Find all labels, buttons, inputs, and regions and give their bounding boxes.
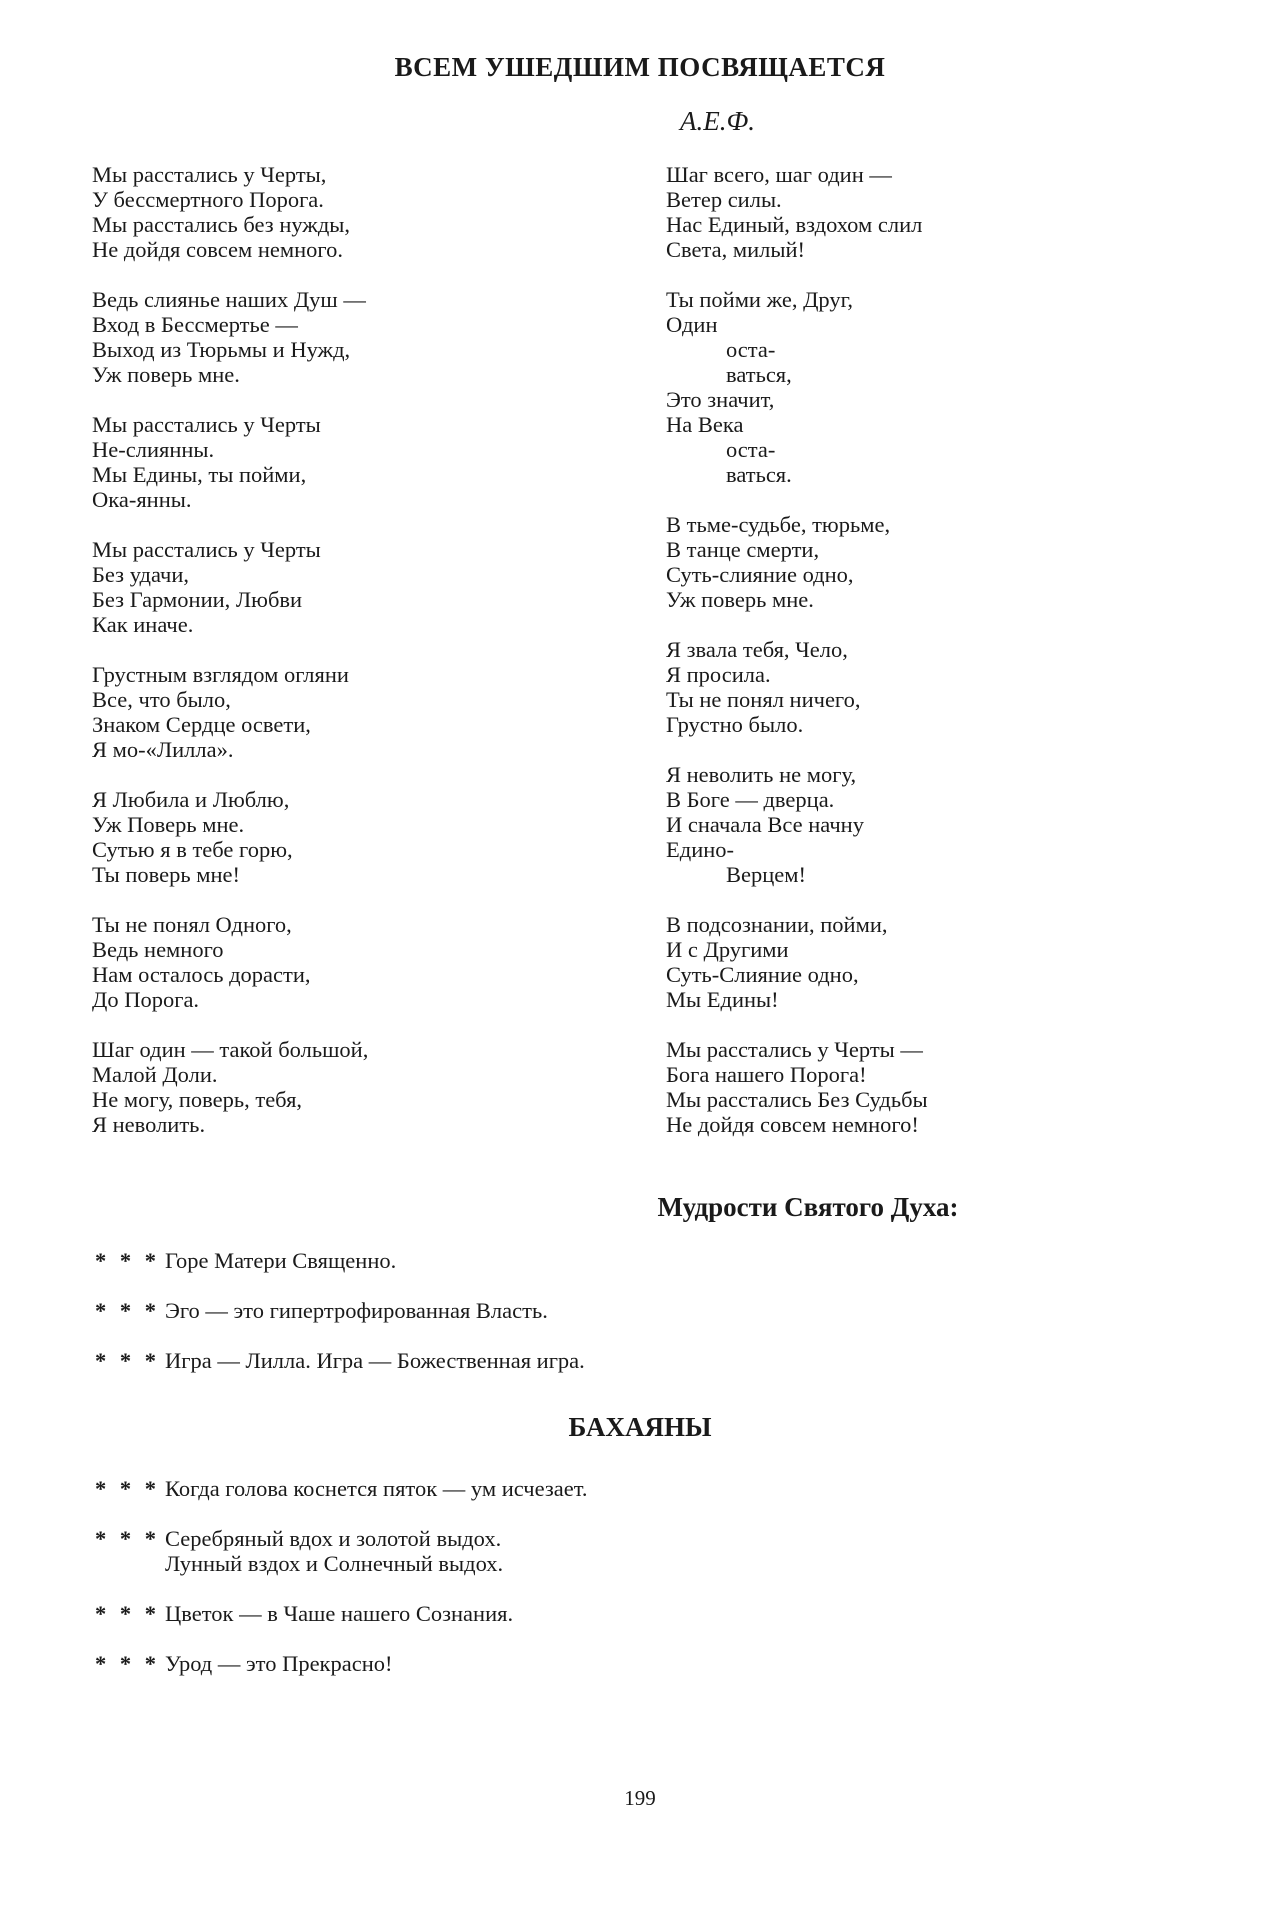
poem-line: Мы Едины!	[666, 987, 779, 1012]
poem-line: Суть-слияние одно,	[666, 562, 854, 587]
poem-line: Мы Едины, ты пойми,	[92, 462, 307, 487]
poem-line: Мы расстались у Черты	[92, 412, 321, 437]
poem-line: Ведь слиянье наших Душ —	[92, 287, 366, 312]
saying-line: Игра — Лилла. Игра — Божественная игра.	[165, 1348, 585, 1373]
poem-line: Мы расстались Без Судьбы	[666, 1087, 928, 1112]
poem-line: Шаг один — такой большой,	[92, 1037, 369, 1062]
poem-line: Малой Доли.	[92, 1062, 218, 1087]
saying-line: Серебряный вдох и золотой выдох.	[165, 1526, 502, 1551]
saying-line: Эго — это гипертрофированная Власть.	[165, 1298, 548, 1323]
poem-line: В Боге — дверца.	[666, 787, 835, 812]
saying-line: Горе Матери Священно.	[165, 1248, 397, 1273]
poem-line: Знаком Сердце освети,	[92, 712, 311, 737]
stanza	[92, 662, 612, 762]
stanza	[666, 762, 1186, 887]
poem-line: Я неволить.	[92, 1112, 206, 1137]
poem-line: Выход из Тюрьмы и Нужд,	[92, 337, 351, 362]
poem-line: Грустным взглядом огляни	[92, 662, 349, 687]
saying-line: Урод — это Прекрасно!	[165, 1651, 393, 1676]
poem-line: На Века	[666, 412, 744, 437]
saying-line: Лунный вздох и Солнечный выдох.	[165, 1551, 504, 1576]
poem-line: У бессмертного Порога.	[92, 187, 324, 212]
saying-text	[165, 1348, 585, 1373]
bakhayany-sayings-list	[95, 1476, 1095, 1701]
saying-text	[165, 1248, 396, 1273]
poem-line: Без удачи,	[92, 562, 190, 587]
poem-line: Все, что было,	[92, 687, 231, 712]
poem-line: Как иначе.	[92, 612, 194, 637]
poem-line: Ты поверь мне!	[92, 862, 241, 887]
poem-line: Света, милый!	[666, 237, 805, 262]
poem-line: Шаг всего, шаг один —	[666, 162, 892, 187]
stanza	[92, 912, 612, 1012]
page-number: 199	[624, 1786, 656, 1810]
asterism-marker: * * *	[95, 1348, 160, 1373]
poem-line: Вход в Бессмертье —	[92, 312, 298, 337]
poem-author: А.Е.Ф.	[680, 106, 755, 136]
poem-line: Нас Единый, вздохом слил	[666, 212, 923, 237]
saying-item	[95, 1651, 1095, 1676]
stanza	[92, 162, 612, 262]
section-title-bakhayany: БАХАЯНЫ	[568, 1412, 712, 1442]
saying-item	[95, 1348, 1095, 1373]
asterism-marker: * * *	[95, 1298, 160, 1323]
poem-line: Не дойдя совсем немного.	[92, 237, 343, 262]
stanza	[666, 1037, 1186, 1137]
poem-line: Я неволить не могу,	[666, 762, 857, 787]
stanza	[92, 412, 612, 512]
saying-text	[165, 1526, 503, 1576]
stanza	[92, 537, 612, 637]
poem-line: Не дойдя совсем немного!	[666, 1112, 919, 1137]
poem-line: Уж поверь мне.	[92, 362, 240, 387]
poem-line: И с Другими	[666, 937, 789, 962]
poem-line: Я просила.	[666, 662, 771, 687]
saying-text	[165, 1476, 587, 1501]
stanza	[666, 162, 1186, 262]
saying-item	[95, 1248, 1095, 1273]
asterism-marker: * * *	[95, 1248, 160, 1273]
stanza	[92, 287, 612, 387]
saying-item	[95, 1476, 1095, 1501]
poem-line: Я звала тебя, Чело,	[666, 637, 848, 662]
poem-line: Я Любила и Люблю,	[92, 787, 290, 812]
stanza	[666, 637, 1186, 737]
poem-line: Не могу, поверь, тебя,	[92, 1087, 303, 1112]
asterism-marker: * * *	[95, 1601, 160, 1626]
poem-line: Ты не понял ничего,	[666, 687, 861, 712]
asterism-marker: * * *	[95, 1476, 160, 1501]
poem-line: оста-	[726, 337, 776, 362]
poem-line: Без Гармонии, Любви	[92, 587, 303, 612]
stanza	[666, 512, 1186, 612]
poem-line: Я мо-«Лилла».	[92, 737, 234, 762]
saying-line: Цветок — в Чаше нашего Сознания.	[165, 1601, 514, 1626]
poem-line: Это значит,	[666, 387, 775, 412]
poem-line: Бога нашего Порога!	[666, 1062, 867, 1087]
poem-line: Ока-янны.	[92, 487, 192, 512]
poem-line: В тьме-судьбе, тюрьме,	[666, 512, 891, 537]
poem-line: Не-слиянны.	[92, 437, 215, 462]
poem-line: Мы расстались у Черты	[92, 537, 321, 562]
saying-item	[95, 1526, 1095, 1576]
asterism-marker: * * *	[95, 1651, 160, 1676]
stanza	[666, 912, 1186, 1012]
poem-column-right	[666, 162, 1186, 1162]
saying-item	[95, 1298, 1095, 1323]
saying-text	[165, 1298, 548, 1323]
poem-line: Ты пойми же, Друг,	[666, 287, 853, 312]
poem-line: ваться.	[726, 462, 792, 487]
poem-line: Уж Поверь мне.	[92, 812, 245, 837]
poem-line: Мы расстались у Черты —	[666, 1037, 923, 1062]
poem-line: Мы расстались у Черты,	[92, 162, 327, 187]
poem-line: Ветер силы.	[666, 187, 782, 212]
poem-title: ВСЕМ УШЕДШИМ ПОСВЯЩАЕТСЯ	[394, 52, 886, 82]
asterism-marker: * * *	[95, 1526, 160, 1551]
poem-line: Мы расстались без нужды,	[92, 212, 351, 237]
wisdom-sayings-list	[95, 1248, 1095, 1398]
poem-line: Нам осталось дорасти,	[92, 962, 311, 987]
saying-line: Когда голова коснется пяток — ум исчезает.	[165, 1476, 588, 1501]
poem-line: Уж поверь мне.	[666, 587, 814, 612]
poem-line: Грустно было.	[666, 712, 804, 737]
poem-line: ваться,	[726, 362, 792, 387]
poem-line: Один	[666, 312, 718, 337]
poem-line: оста-	[726, 437, 776, 462]
poem-line: Едино-	[666, 837, 735, 862]
section-title-wisdom: Мудрости Святого Духа:	[657, 1192, 959, 1222]
poem-line: В подсознании, пойми,	[666, 912, 888, 937]
stanza	[666, 287, 1186, 487]
stanza	[92, 787, 612, 887]
saying-text	[165, 1651, 393, 1676]
poem-line: И сначала Все начну	[666, 812, 864, 837]
stanza	[92, 1037, 612, 1137]
poem-line: Сутью я в тебе горю,	[92, 837, 293, 862]
poem-line: В танце смерти,	[666, 537, 820, 562]
saying-text	[165, 1601, 513, 1626]
poem-column-left	[92, 162, 612, 1162]
poem-line: Ты не понял Одного,	[92, 912, 292, 937]
poem-line: Суть-Слияние одно,	[666, 962, 859, 987]
poem-line: Верцем!	[726, 862, 807, 887]
saying-item	[95, 1601, 1095, 1626]
poem-line: До Порога.	[92, 987, 200, 1012]
poem-line: Ведь немного	[92, 937, 224, 962]
